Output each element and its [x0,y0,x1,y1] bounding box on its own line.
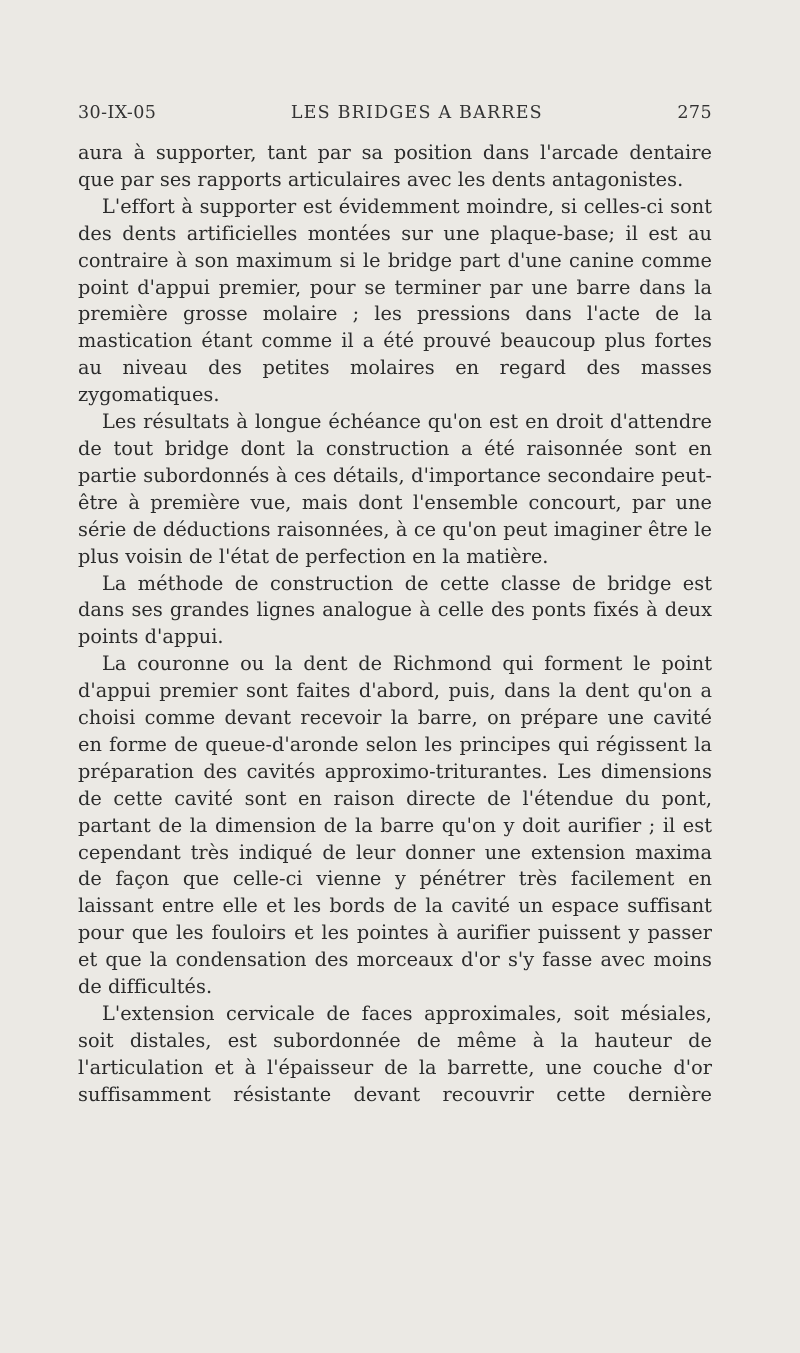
paragraph: aura à supporter, tant par sa position dans l'arcade dentaire que par ses rapports articulaires avec les dents antagonistes. [78,141,712,191]
paragraph: La méthode de construction de cette classe de bridge est dans ses grandes lignes analogue à celle des ponts fixés à deux points d'appui. [78,571,712,649]
paragraph: L'effort à supporter est évidemment moindre, si celles-ci sont des dents artificielles montées sur une plaque-base; il est au contraire à son maximum si le bridge part d'une canine comme point d'appui premier, pour se terminer par une barre dans la première grosse molaire ; les pressions dans l'acte de la mastication étant comme il a été prouvé beaucoup plus fortes au niveau des petites molaires en regard des masses zygomatiques. [78,194,712,407]
page-number: 275 [677,103,712,123]
body-text [78,140,712,1109]
running-head [78,103,712,129]
date-folio: 30-IX-05 [78,103,157,123]
paragraph: Les résultats à longue échéance qu'on est en droit d'attendre de tout bridge dont la construction a été raisonnée sont en partie subordonnés à ces détails, d'importance secondaire peut-être à première vue, mais dont l'ensemble concourt, par une série de déductions raisonnées, à ce qu'on peut imaginer être le plus voisin de l'état de perfection en la matière. [78,410,712,568]
paragraph: L'extension cervicale de faces approximales, soit mésiales, soit distales, est subordonnée de même à la hauteur de l'articulation et à l'épaisseur de la barrette, une couche d'or suffisamment résistante devant recouvrir cette dernière [78,1002,712,1106]
running-title: LES BRIDGES A BARRES [290,103,543,123]
paragraph: La couronne ou la dent de Richmond qui forment le point d'appui premier sont faites d'abord, puis, dans la dent qu'on a choisi comme devant recevoir la barre, on prépare une cavité en forme de queue-d'aronde selon les principes qui régissent la préparation des cavités approximo-triturantes. Les dimensions de cette cavité sont en raison directe de l'étendue du pont, partant de la dimension de la barre qu'on y doit aurifier ; il est cependant très indiqué de leur donner une extension maxima de façon que celle-ci vienne y pénétrer très facilement en laissant entre elle et les bords de la cavité un espace suffisant pour que les fouloirs et les pointes à aurifier puissent y passer et que la condensation des morceaux d'or s'y fasse avec moins de difficultés. [78,652,712,999]
